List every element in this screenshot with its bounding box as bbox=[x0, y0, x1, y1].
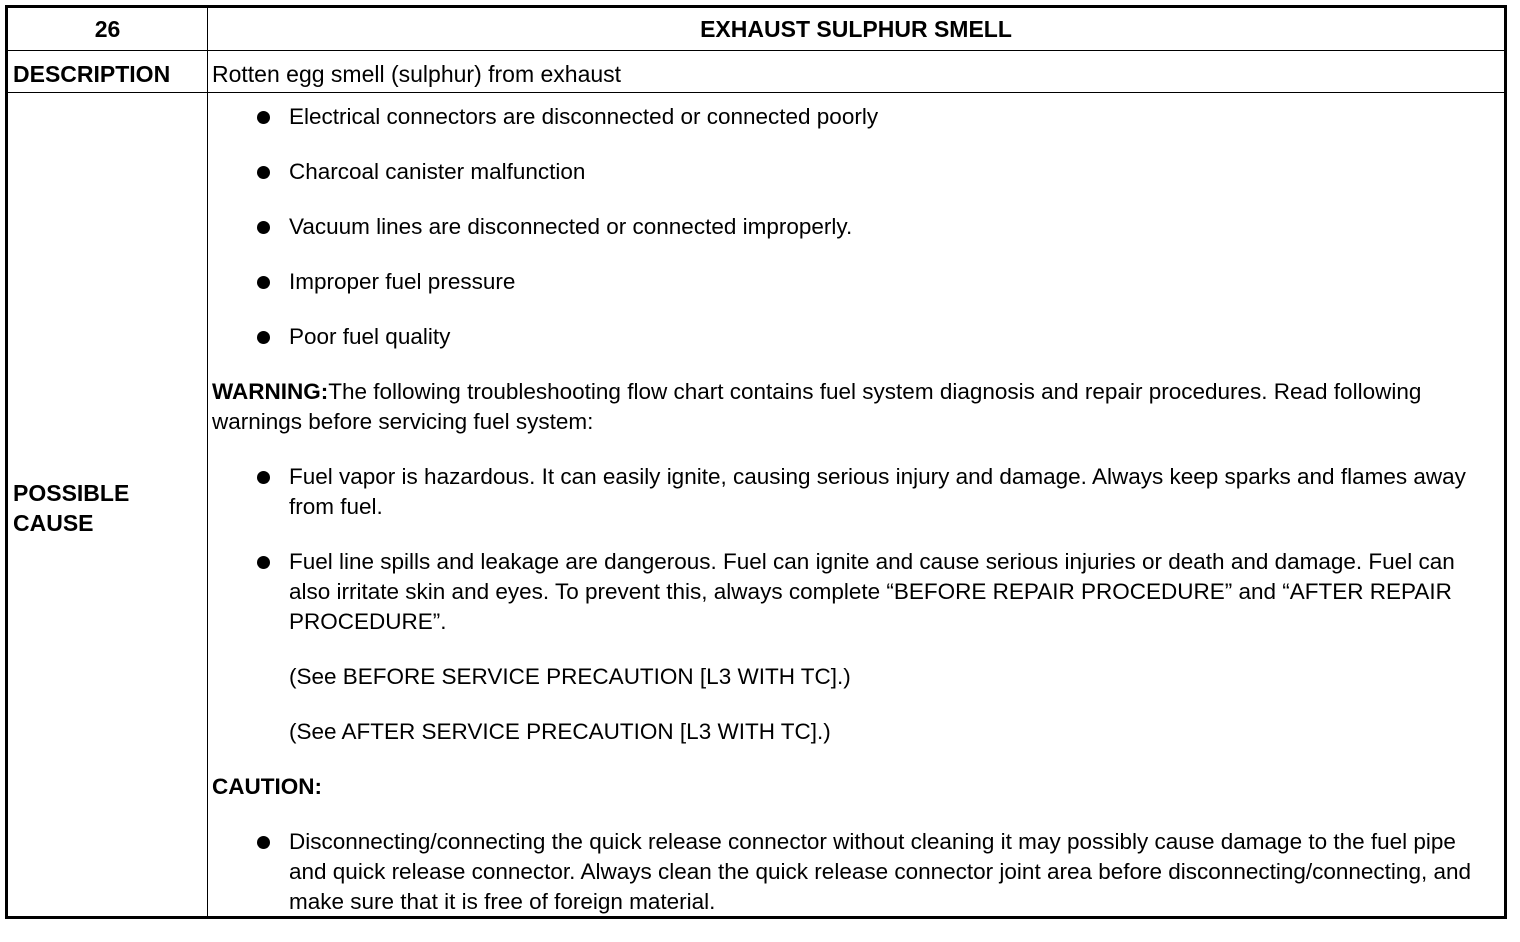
see-before-reference: (See BEFORE SERVICE PRECAUTION [L3 WITH TC].) bbox=[289, 664, 851, 689]
possible-cause-label-line1: POSSIBLE bbox=[13, 480, 130, 506]
caution-item bbox=[212, 827, 1482, 917]
symptom-number: 26 bbox=[94, 15, 121, 42]
bullet-icon bbox=[257, 111, 270, 124]
cause-item bbox=[212, 267, 1482, 297]
bullet-icon bbox=[257, 471, 270, 484]
possible-cause-label bbox=[13, 478, 193, 538]
cause-text: Improper fuel pressure bbox=[289, 269, 516, 294]
warning-text: The following troubleshooting flow chart contains fuel system diagnosis and repair procedures. Read following warnings before servicing fuel system: bbox=[212, 379, 1422, 434]
row-divider-description bbox=[8, 92, 1504, 93]
bullet-icon bbox=[257, 331, 270, 344]
cause-item bbox=[212, 212, 1482, 242]
troubleshooting-table bbox=[5, 5, 1507, 919]
warning-item-text: Fuel vapor is hazardous. It can easily ignite, causing serious injury and damage. Always keep sparks and flames away from fuel. bbox=[289, 464, 1466, 519]
bullet-icon bbox=[257, 221, 270, 234]
cause-text: Electrical connectors are disconnected or connected poorly bbox=[289, 104, 879, 129]
column-divider bbox=[207, 8, 208, 916]
description-text: Rotten egg smell (sulphur) from exhaust bbox=[212, 61, 622, 87]
possible-cause-content bbox=[212, 102, 1482, 942]
description-label: DESCRIPTION bbox=[13, 61, 171, 87]
warning-paragraph bbox=[212, 377, 1482, 437]
see-after-reference: (See AFTER SERVICE PRECAUTION [L3 WITH TC].) bbox=[289, 719, 831, 744]
row-divider-header bbox=[8, 50, 1504, 51]
cause-text: Charcoal canister malfunction bbox=[289, 159, 586, 184]
bullet-icon bbox=[257, 166, 270, 179]
warning-item bbox=[212, 547, 1482, 637]
cause-item bbox=[212, 322, 1482, 352]
cause-item bbox=[212, 102, 1482, 132]
cause-text: Poor fuel quality bbox=[289, 324, 451, 349]
warning-item bbox=[212, 462, 1482, 522]
caution-item-text: Disconnecting/connecting the quick release connector without cleaning it may possibly cause damage to the fuel pipe and quick release connector. Always clean the quick release connector joint area before disconnecting/connecting, and make sure that it is free of foreign material. bbox=[289, 829, 1471, 914]
bullet-icon bbox=[257, 836, 270, 849]
cause-text: Vacuum lines are disconnected or connected improperly. bbox=[289, 214, 853, 239]
warning-label: WARNING: bbox=[212, 379, 329, 404]
bullet-icon bbox=[257, 556, 270, 569]
cause-item bbox=[212, 157, 1482, 187]
caution-label: CAUTION: bbox=[212, 774, 322, 799]
possible-cause-label-line2: CAUSE bbox=[13, 510, 94, 536]
symptom-title: EXHAUST SULPHUR SMELL bbox=[700, 15, 1012, 42]
bullet-icon bbox=[257, 276, 270, 289]
warning-item-text: Fuel line spills and leakage are dangerous. Fuel can ignite and cause serious injuries or death and damage. Fuel can also irritate skin and eyes. To prevent this, always complete “BEFORE REPAIR PROCEDURE” and “AFTER REPAIR PROCEDURE”. bbox=[289, 549, 1455, 634]
